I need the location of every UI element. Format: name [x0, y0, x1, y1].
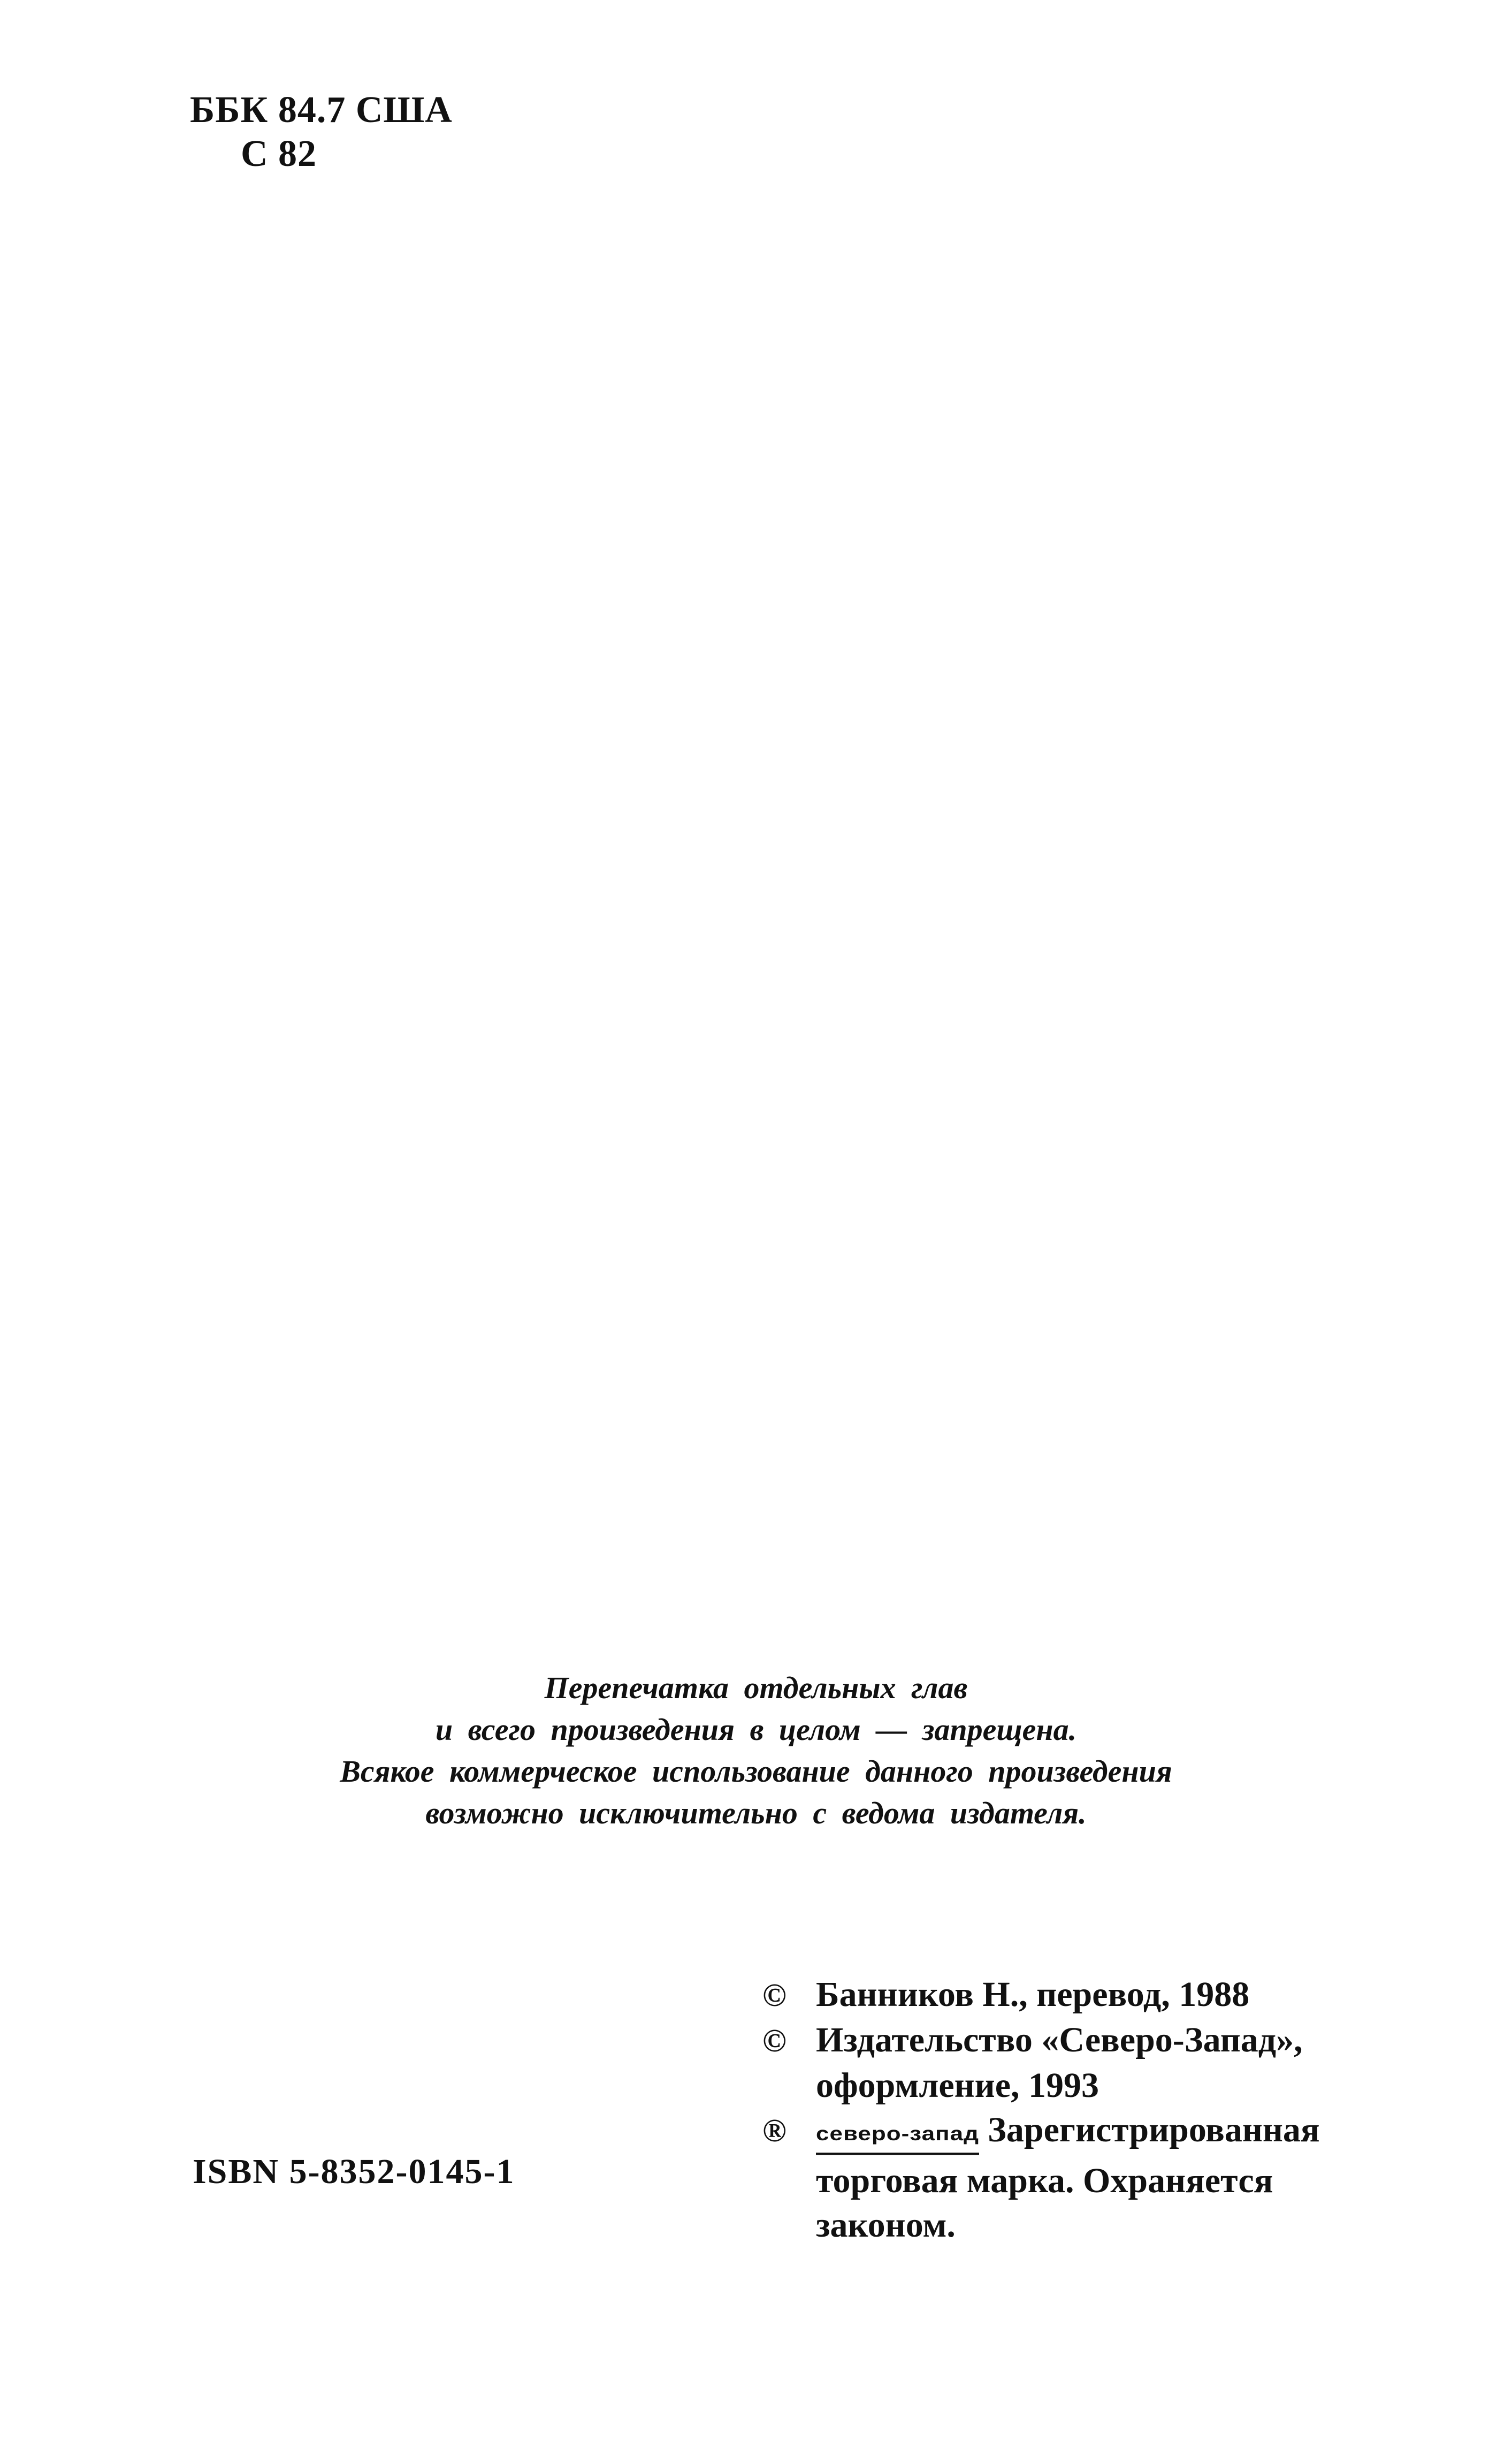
publisher-logo: северо-запад	[816, 2115, 979, 2155]
author-mark: С 82	[241, 133, 317, 174]
copyright-entry-translation	[762, 1972, 1320, 2018]
isbn: ISBN 5-8352-0145-1	[193, 2152, 515, 2191]
copyright-icon: ©	[762, 2023, 786, 2058]
notice-line: и всего произведения в целом — запрещена.	[435, 1712, 1077, 1747]
reprint-notice	[0, 1667, 1512, 1834]
notice-line: Перепечатка отдельных глав	[544, 1670, 968, 1705]
notice-line: Всякое коммерческое использование данного произведения	[340, 1754, 1172, 1789]
trademark-text-continued: законом.	[816, 2206, 956, 2245]
trademark-text: Зарегистрированная	[988, 2110, 1320, 2149]
registered-trademark-icon: ®	[762, 2113, 786, 2148]
copyright-text: Банников Н., перевод, 1988	[816, 1975, 1250, 2014]
copyright-text-continued: оформление, 1993	[816, 2066, 1099, 2105]
trademark-text-continued: торговая марка. Охраняется	[816, 2161, 1273, 2200]
copyright-icon: ©	[762, 1978, 786, 2013]
bbk-code: ББК 84.7 США	[190, 89, 453, 131]
classification-block	[190, 88, 453, 176]
copyright-entry-publisher	[762, 2018, 1320, 2063]
copyright-text: Издательство «Северо-Запад»,	[816, 2020, 1303, 2059]
notice-line: возможно исключительно с ведома издателя.	[425, 1796, 1087, 1830]
trademark-entry	[762, 2108, 1320, 2158]
copyright-block	[762, 1972, 1320, 2247]
